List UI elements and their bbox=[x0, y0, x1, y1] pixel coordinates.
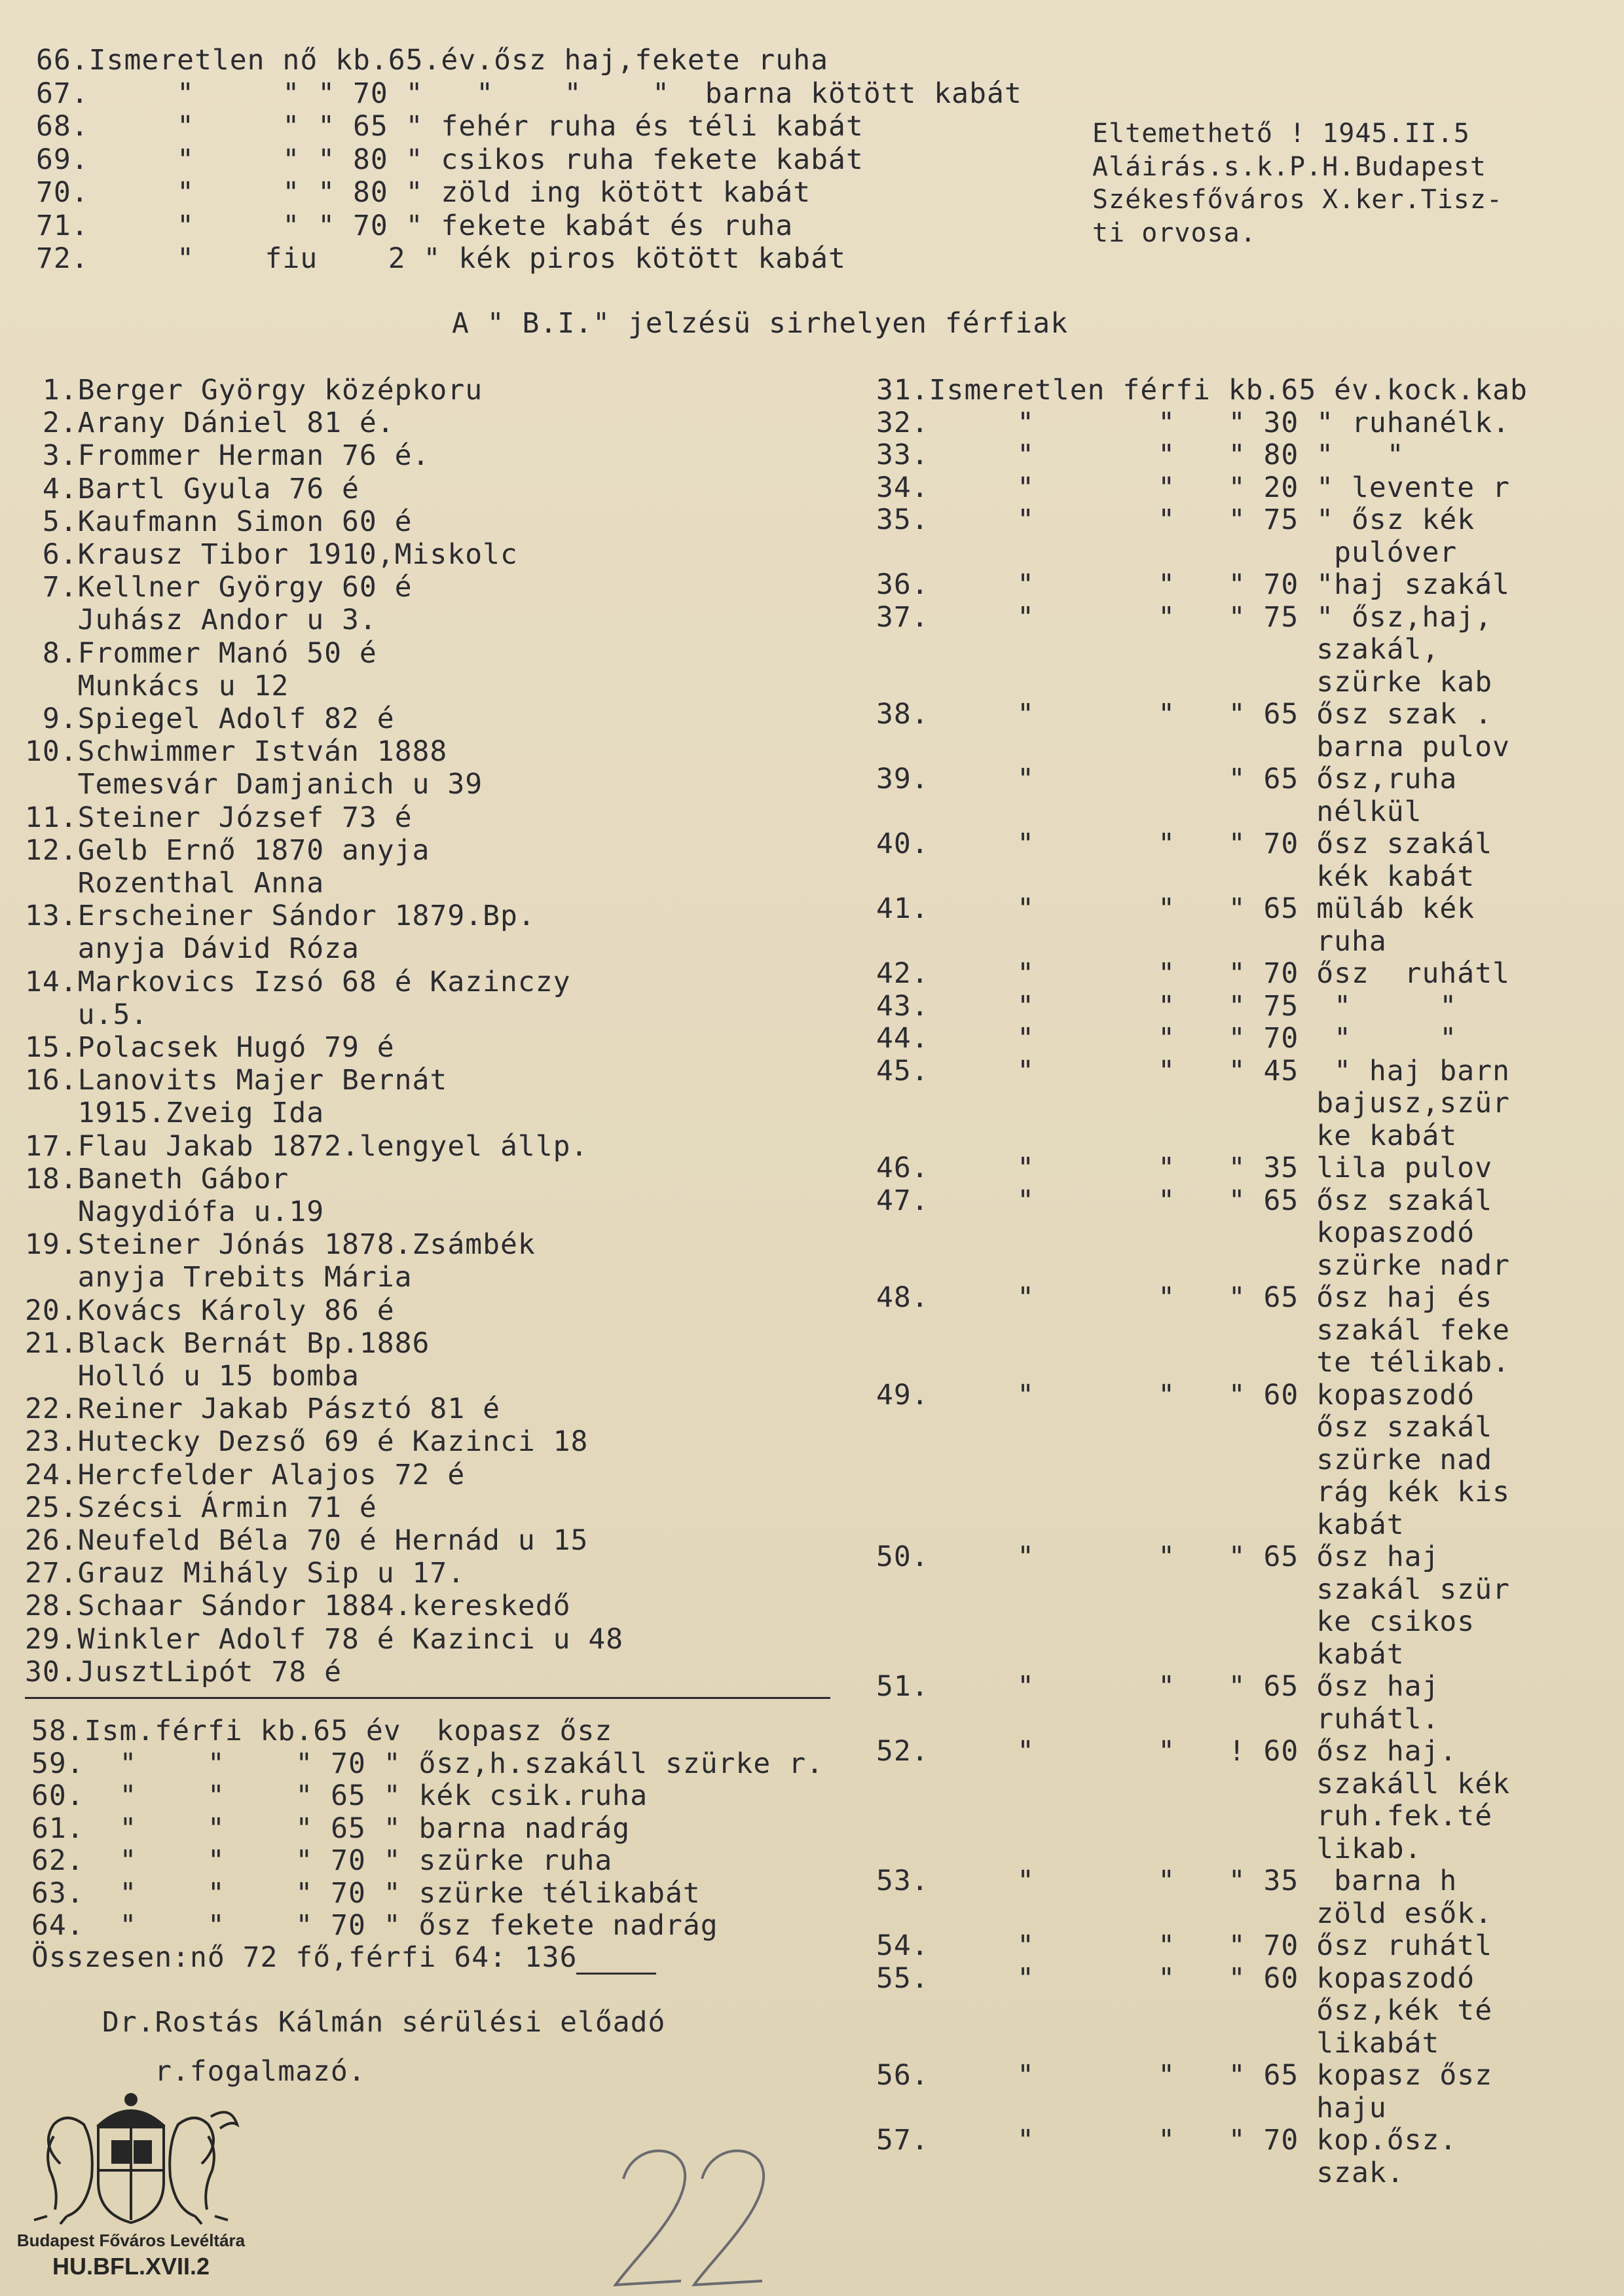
text-line: 27.Grauz Mihály Sip u 17. bbox=[25, 1557, 466, 1590]
text-line: 29.Winkler Adolf 78 é Kazinci u 48 bbox=[25, 1622, 624, 1656]
text-line: 71. " " " 70 " fekete kabát és ruha bbox=[36, 209, 794, 242]
text-line: 69. " " " 80 " csikos ruha fekete kabát bbox=[36, 143, 864, 176]
text-line: ősz szakál bbox=[876, 1411, 1493, 1444]
text-line: 19.Steiner Jónás 1878.Zsámbék bbox=[25, 1228, 536, 1262]
section-title: A " B.I." jelzésü sirhelyen férfiak bbox=[452, 307, 1069, 340]
text-line: 37. " " " 75 " ősz,haj, bbox=[876, 600, 1493, 634]
text-line: 70. " " " 80 " zöld ing kötött kabát bbox=[36, 176, 811, 209]
text-line: 14.Markovics Izsó 68 é Kazinczy bbox=[25, 965, 571, 998]
text-line: 4.Bartl Gyula 76 é bbox=[25, 472, 360, 505]
text-line: 50. " " " 65 ősz haj bbox=[876, 1540, 1440, 1573]
text-line: 54. " " " 70 ősz ruhátl bbox=[876, 1929, 1493, 1962]
text-line: szürke kab bbox=[876, 665, 1493, 699]
text-line: Aláirás.s.k.P.H.Budapest bbox=[1092, 151, 1486, 182]
total-value: 136 bbox=[524, 1941, 578, 1974]
text-line: ti orvosa. bbox=[1092, 217, 1257, 248]
text-line: 1915.Zveig Ida bbox=[25, 1097, 325, 1130]
text-line: Nagydiófa u.19 bbox=[25, 1195, 325, 1228]
text-line: 24.Hercfelder Alajos 72 é bbox=[25, 1458, 466, 1491]
text-line: barna pulov bbox=[876, 730, 1510, 763]
text-line: 33. " " " 80 " " bbox=[876, 439, 1405, 471]
text-line: 49. " " " 60 kopaszodó bbox=[876, 1378, 1475, 1412]
text-line: 13.Erscheiner Sándor 1879.Bp. bbox=[25, 900, 536, 933]
text-line: 16.Lanovits Majer Bernát bbox=[25, 1064, 448, 1097]
text-line: 57. " " " 70 kop.ősz. bbox=[876, 2124, 1458, 2157]
text-line: Eltemethető ! 1945.II.5 bbox=[1092, 118, 1470, 149]
total-line bbox=[31, 1942, 578, 1973]
text-line: 46. " " " 35 lila pulov bbox=[876, 1152, 1493, 1184]
text-line: 53. " " " 35 barna h bbox=[876, 1865, 1458, 1897]
separator-line bbox=[25, 1697, 830, 1699]
text-line: 67. " " " 70 " " " " barna kötött kabát bbox=[36, 77, 1022, 110]
text-line: kopaszodó bbox=[876, 1216, 1475, 1249]
total-underline bbox=[576, 1973, 656, 1975]
text-line: 51. " " " 65 ősz haj bbox=[876, 1670, 1440, 1703]
text-line: 6.Krausz Tibor 1910,Miskolc bbox=[25, 538, 518, 571]
text-line: anyja Trebits Mária bbox=[25, 1261, 413, 1294]
text-line: 12.Gelb Ernő 1870 anyja bbox=[25, 833, 430, 867]
text-line: 23.Hutecky Dezső 69 é Kazinci 18 bbox=[25, 1425, 589, 1459]
text-line: 26.Neufeld Béla 70 é Hernád u 15 bbox=[25, 1524, 589, 1557]
text-line: 2.Arany Dániel 81 é. bbox=[25, 407, 395, 440]
text-line: u.5. bbox=[25, 998, 149, 1031]
text-line: szakál feke bbox=[876, 1313, 1510, 1347]
text-line: 55. " " " 60 kopaszodó bbox=[876, 1961, 1475, 1995]
text-line: 8.Frommer Manó 50 é bbox=[25, 636, 377, 670]
total-prefix: Összesen:nő 72 fő,férfi 64: bbox=[31, 1941, 525, 1974]
text-line: 52. " " ! 60 ősz haj. bbox=[876, 1735, 1458, 1768]
text-line: 9.Spiegel Adolf 82 é bbox=[25, 702, 395, 735]
text-line: 36. " " " 70 "haj szakál bbox=[876, 568, 1510, 601]
text-line: 15.Polacsek Hugó 79 é bbox=[25, 1031, 395, 1064]
text-line: szürke nad bbox=[876, 1443, 1493, 1476]
text-line: szakáll kék bbox=[876, 1767, 1510, 1800]
text-line: 66.Ismeretlen nő kb.65.év.ősz haj,fekete ruha bbox=[36, 44, 828, 77]
text-line: 42. " " " 70 ősz ruhátl bbox=[876, 957, 1510, 990]
text-line: 34. " " " 20 " levente r bbox=[876, 471, 1510, 504]
text-line: 41. " " " 65 müláb kék bbox=[876, 892, 1475, 925]
text-line: 58.Ism.férfi kb.65 év kopasz ősz bbox=[31, 1715, 613, 1747]
text-line: Munkács u 12 bbox=[25, 669, 289, 702]
archive-code: HU.BFL.XVII.2 bbox=[52, 2253, 210, 2280]
text-line: likabát bbox=[876, 2026, 1440, 2060]
text-line: nélkül bbox=[876, 795, 1422, 828]
text-line: haju bbox=[876, 2091, 1387, 2124]
text-line: Székesfőváros X.ker.Tisz- bbox=[1092, 185, 1504, 215]
text-line: 60. " " " 65 " kék csik.ruha bbox=[31, 1779, 648, 1812]
text-line: szak. bbox=[876, 2156, 1405, 2189]
text-line: szakál, bbox=[876, 633, 1440, 666]
text-line: 38. " " " 65 ősz szak . bbox=[876, 698, 1493, 731]
archive-name: Budapest Főváros Levéltára bbox=[16, 2231, 246, 2250]
text-line: Temesvár Damjanich u 39 bbox=[25, 768, 483, 801]
text-line: ruhátl. bbox=[876, 1702, 1440, 1736]
text-line: likab. bbox=[876, 1832, 1422, 1865]
text-line: ke kabát bbox=[876, 1119, 1458, 1152]
text-line: rág kék kis bbox=[876, 1476, 1510, 1508]
text-line: ruha bbox=[876, 924, 1387, 958]
text-line: 3.Frommer Herman 76 é. bbox=[25, 439, 430, 473]
handwritten-folio-number bbox=[609, 2128, 779, 2296]
text-line: 30.JusztLipót 78 é bbox=[25, 1655, 342, 1688]
text-line: 44. " " " 70 " " bbox=[876, 1022, 1458, 1055]
text-line: 28.Schaar Sándor 1884.kereskedő bbox=[25, 1590, 571, 1623]
text-line: 32. " " " 30 " ruhanélk. bbox=[876, 406, 1510, 439]
text-line: 43. " " " 75 " " bbox=[876, 989, 1458, 1023]
text-line: 56. " " " 65 kopasz ősz bbox=[876, 2059, 1493, 2092]
text-line: 45. " " " 45 " haj barn bbox=[876, 1054, 1510, 1087]
text-line: 35. " " " 75 " ősz kék bbox=[876, 503, 1475, 536]
text-line: 63. " " " 70 " szürke télikabát bbox=[31, 1876, 701, 1910]
text-line: 1.Berger György középkoru bbox=[25, 374, 483, 407]
text-line: 72. " fiu 2 " kék piros kötött kabát bbox=[36, 242, 846, 275]
text-line: kabát bbox=[876, 1508, 1405, 1541]
text-line: 31.Ismeretlen férfi kb.65 év.kock.kab bbox=[876, 374, 1528, 407]
text-line: r.fogalmazó. bbox=[155, 2055, 366, 2088]
text-line: anyja Dávid Róza bbox=[25, 932, 360, 966]
text-line: szakál szür bbox=[876, 1573, 1510, 1606]
text-line: 10.Schwimmer István 1888 bbox=[25, 735, 448, 769]
text-line: bajusz,szür bbox=[876, 1087, 1510, 1120]
text-line: 40. " " " 70 ősz szakál bbox=[876, 828, 1493, 860]
text-line: 47. " " " 65 ősz szakál bbox=[876, 1184, 1493, 1217]
text-line: kabát bbox=[876, 1637, 1405, 1671]
archive-stamp bbox=[13, 2085, 249, 2295]
text-line: Dr.Rostás Kálmán sérülési előadó bbox=[102, 2006, 666, 2039]
coat-of-arms-logo bbox=[21, 2085, 241, 2229]
text-line: 5.Kaufmann Simon 60 é bbox=[25, 505, 413, 538]
text-line: Juhász Andor u 3. bbox=[25, 604, 377, 637]
text-line: Holló u 15 bomba bbox=[25, 1360, 360, 1393]
text-line: 21.Black Bernát Bp.1886 bbox=[25, 1326, 430, 1360]
text-line: 17.Flau Jakab 1872.lengyel állp. bbox=[25, 1129, 589, 1163]
text-line: 68. " " " 65 " fehér ruha és téli kabát bbox=[36, 110, 864, 143]
text-line: te télikab. bbox=[876, 1346, 1510, 1379]
text-line: 7.Kellner György 60 é bbox=[25, 571, 413, 604]
text-line: 11.Steiner József 73 é bbox=[25, 801, 413, 834]
text-line: 25.Szécsi Ármin 71 é bbox=[25, 1491, 377, 1524]
text-line: 61. " " " 65 " barna nadrág bbox=[31, 1812, 631, 1845]
text-line: 22.Reiner Jakab Pásztó 81 é bbox=[25, 1393, 500, 1426]
text-line: zöld esők. bbox=[876, 1897, 1493, 1930]
text-line: pulóver bbox=[876, 536, 1458, 569]
text-line: ősz,kék té bbox=[876, 1994, 1493, 2027]
text-line: ke csikos bbox=[876, 1605, 1475, 1638]
text-line: 59. " " " 70 " ősz,h.szakáll szürke r. bbox=[31, 1747, 824, 1780]
text-line: 48. " " " 65 ősz haj és bbox=[876, 1281, 1493, 1314]
text-line: kék kabát bbox=[876, 860, 1475, 893]
text-line: ruh.fek.té bbox=[876, 1800, 1493, 1832]
text-line: Rozenthal Anna bbox=[25, 867, 325, 900]
text-line: 64. " " " 70 " ősz fekete nadrág bbox=[31, 1909, 718, 1942]
text-line: 39. " " 65 ősz,ruha bbox=[876, 763, 1458, 795]
text-line: szürke nadr bbox=[876, 1248, 1510, 1282]
text-line: 20.Kovács Károly 86 é bbox=[25, 1294, 395, 1327]
text-line: 18.Baneth Gábor bbox=[25, 1162, 289, 1195]
text-line: 62. " " " 70 " szürke ruha bbox=[31, 1844, 613, 1877]
